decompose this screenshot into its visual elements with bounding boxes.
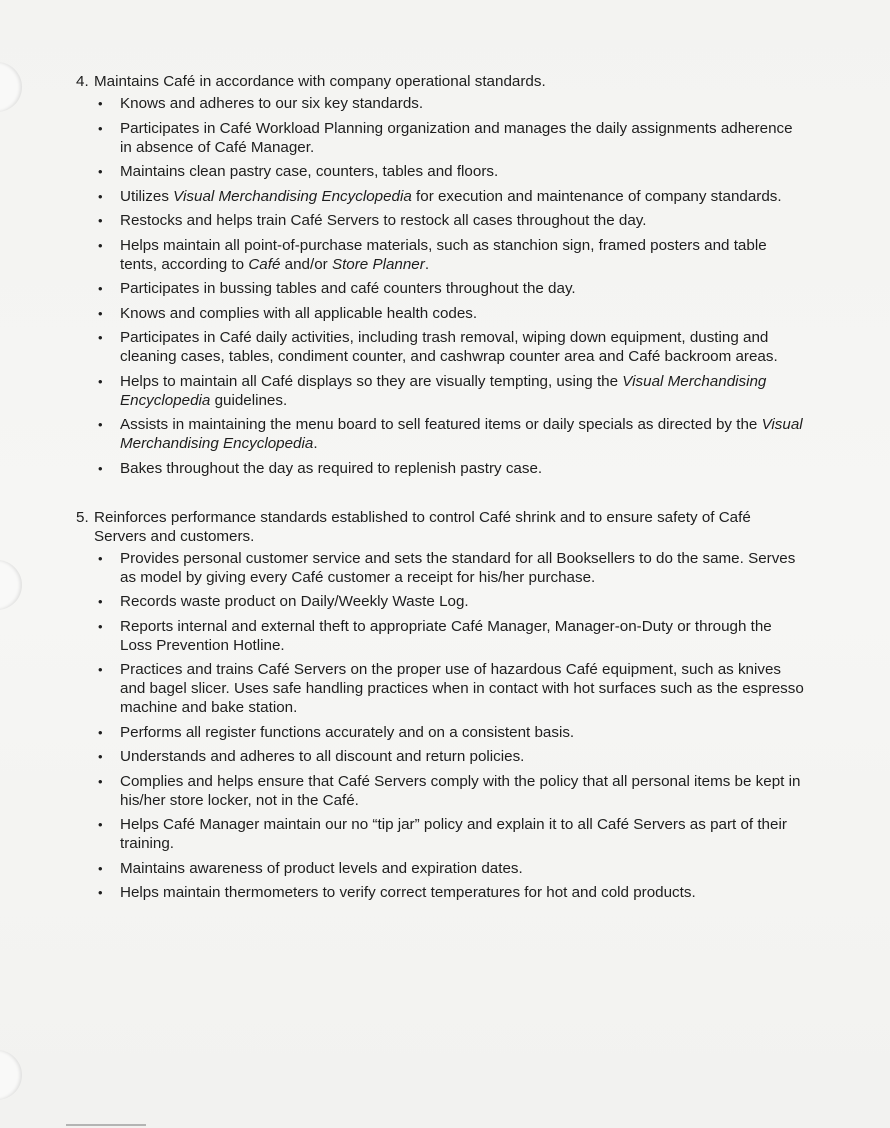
text-run: for execution and maintenance of company standards. — [411, 187, 782, 205]
list-item — [76, 119, 806, 157]
italic-title: Café — [248, 255, 281, 273]
bullet-icon: • — [98, 860, 103, 876]
text-run: Knows and adheres to our six key standards. — [120, 95, 424, 112]
section-1 — [76, 72, 806, 478]
list-item-text — [120, 162, 806, 181]
text-run: Assists in maintaining the menu board to sell featured items or daily specials as directed by the — [120, 416, 762, 433]
bullet-icon: • — [98, 749, 103, 764]
text-run: Helps Café Manager maintain our no “tip jar” policy and explain it to all Café Servers as part of their training. — [120, 816, 787, 852]
list-item-text — [120, 549, 806, 587]
list-item — [76, 459, 806, 478]
list-item-text — [120, 883, 806, 902]
text-run: Bakes throughout the day as required to replenish pastry case. — [120, 459, 543, 477]
list-item — [76, 883, 806, 902]
text-run: Participates in bussing tables and café counters throughout the day. — [120, 280, 576, 297]
list-item — [76, 723, 806, 742]
list-item-text — [120, 119, 806, 157]
list-item — [76, 549, 806, 587]
text-run: guidelines. — [210, 391, 288, 409]
text-run: Knows and complies with all applicable health codes. — [120, 304, 478, 322]
list-item — [76, 187, 806, 206]
italic-title: Visual Merchandising Encyclopedia — [120, 416, 803, 452]
bullet-icon: • — [98, 305, 103, 321]
section-heading — [76, 72, 806, 91]
bullet-icon: • — [98, 662, 103, 677]
list-item — [76, 772, 806, 810]
text-run: Maintains awareness of product levels and expiration dates. — [120, 859, 523, 877]
italic-title: Visual Merchandising Encyclopedia — [120, 372, 767, 409]
list-item-text — [120, 187, 806, 206]
list-item — [76, 660, 806, 717]
text-run: Utilizes — [120, 187, 174, 205]
list-item — [76, 304, 806, 323]
text-run: . — [424, 255, 430, 273]
section-heading-text: Maintains Café in accordance with company operational standards. — [94, 73, 546, 90]
text-run: Participates in Café Workload Planning organization and manages the daily assignments adherence in absence of Café Manager. — [120, 119, 793, 156]
bullet-icon: • — [98, 373, 103, 389]
bullet-icon: • — [98, 550, 103, 566]
bullet-icon: • — [98, 96, 103, 111]
list-item-text — [120, 94, 806, 113]
text-run: Records waste product on Daily/Weekly Waste Log. — [120, 593, 469, 610]
list-item-text — [120, 211, 806, 230]
bullet-icon: • — [98, 188, 103, 204]
list-item-text — [120, 279, 806, 298]
list-item-text — [120, 772, 806, 810]
bullet-icon: • — [98, 885, 103, 900]
bullet-icon: • — [98, 594, 103, 609]
bullet-icon: • — [98, 330, 103, 345]
bullet-list — [76, 94, 806, 478]
list-item-text — [120, 747, 806, 766]
list-item-text — [120, 815, 806, 853]
bullet-icon: • — [98, 237, 103, 253]
document-body — [76, 72, 806, 932]
text-run: Performs all register functions accurately and on a consistent basis. — [120, 723, 575, 741]
list-item — [76, 815, 806, 853]
list-item — [76, 211, 806, 230]
bullet-icon: • — [98, 120, 103, 136]
list-item-text — [120, 617, 806, 655]
section-heading — [76, 508, 806, 546]
bullet-icon: • — [98, 460, 103, 476]
list-item — [76, 328, 806, 366]
list-item-text — [120, 723, 806, 742]
bullet-icon: • — [98, 164, 103, 179]
text-run: Complies and helps ensure that Café Servers comply with the policy that all personal items be kept in his/her store locker, not in the Café. — [120, 772, 801, 809]
text-run: Practices and trains Café Servers on the proper use of hazardous Café equipment, such as knives and bagel slicer. Uses safe handling practices when in contact with hot surfaces such as the espresso machine and bake station. — [120, 661, 804, 716]
bullet-list — [76, 549, 806, 903]
section-number: 4. — [76, 73, 89, 90]
list-item — [76, 236, 806, 274]
punch-hole-middle — [0, 560, 22, 610]
list-item-text — [120, 372, 806, 410]
list-item — [76, 859, 806, 878]
punch-hole-top — [0, 62, 22, 112]
bullet-icon: • — [98, 417, 103, 432]
text-run: . — [313, 435, 318, 452]
text-run: Reports internal and external theft to appropriate Café Manager, Manager-on-Duty or through the Loss Prevention Hotline. — [120, 617, 772, 654]
list-item — [76, 372, 806, 410]
list-item-text — [120, 304, 806, 323]
text-run: Restocks and helps train Café Servers to restock all cases throughout the day. — [120, 212, 647, 229]
text-run: Understands and adheres to all discount and return policies. — [120, 748, 525, 765]
list-item-text — [120, 415, 806, 453]
list-item-text — [120, 236, 806, 274]
list-item-text — [120, 859, 806, 878]
list-item-text — [120, 328, 806, 366]
section-2 — [76, 508, 806, 903]
text-run: Participates in Café daily activities, including trash removal, wiping down equipment, dusting and cleaning cases, tables, condiment counter, and cashwrap counter area and Café backroom areas. — [120, 329, 778, 365]
bullet-icon: • — [98, 817, 103, 832]
list-item — [76, 279, 806, 298]
punch-hole-bottom — [0, 1050, 22, 1100]
italic-title: Visual Merchandising Encyclopedia — [173, 187, 412, 205]
bullet-icon: • — [98, 281, 103, 296]
text-run: Maintains clean pastry case, counters, tables and floors. — [120, 163, 499, 180]
list-item — [76, 747, 806, 766]
bullet-icon: • — [98, 618, 103, 634]
bullet-icon: • — [98, 213, 103, 228]
footer-cutoff-text — [66, 1116, 826, 1122]
text-run: Helps maintain all point-of-purchase materials, such as stanchion sign, framed posters and table tents, according to — [120, 236, 767, 273]
list-item — [76, 415, 806, 453]
list-item-text — [120, 592, 806, 611]
list-item — [76, 592, 806, 611]
italic-title: Store Planner — [331, 255, 425, 273]
text-run: Provides personal customer service and sets the standard for all Booksellers to do the same. Serves as model by giving every Café customer a receipt for his/her purchase. — [120, 549, 796, 586]
list-item — [76, 162, 806, 181]
section-number: 5. — [76, 508, 89, 526]
bullet-icon: • — [98, 773, 103, 789]
list-item — [76, 94, 806, 113]
section-heading-text: Reinforces performance standards established to control Café shrink and to ensure safety of Café Servers and customers. — [94, 508, 751, 545]
list-item — [76, 617, 806, 655]
list-item-text — [120, 660, 806, 717]
text-run: and/or — [280, 255, 332, 273]
list-item-text — [120, 459, 806, 478]
bullet-icon: • — [98, 724, 103, 740]
text-run: Helps to maintain all Café displays so they are visually tempting, using the — [120, 372, 623, 390]
text-run: Helps maintain thermometers to verify correct temperatures for hot and cold products. — [120, 884, 696, 901]
